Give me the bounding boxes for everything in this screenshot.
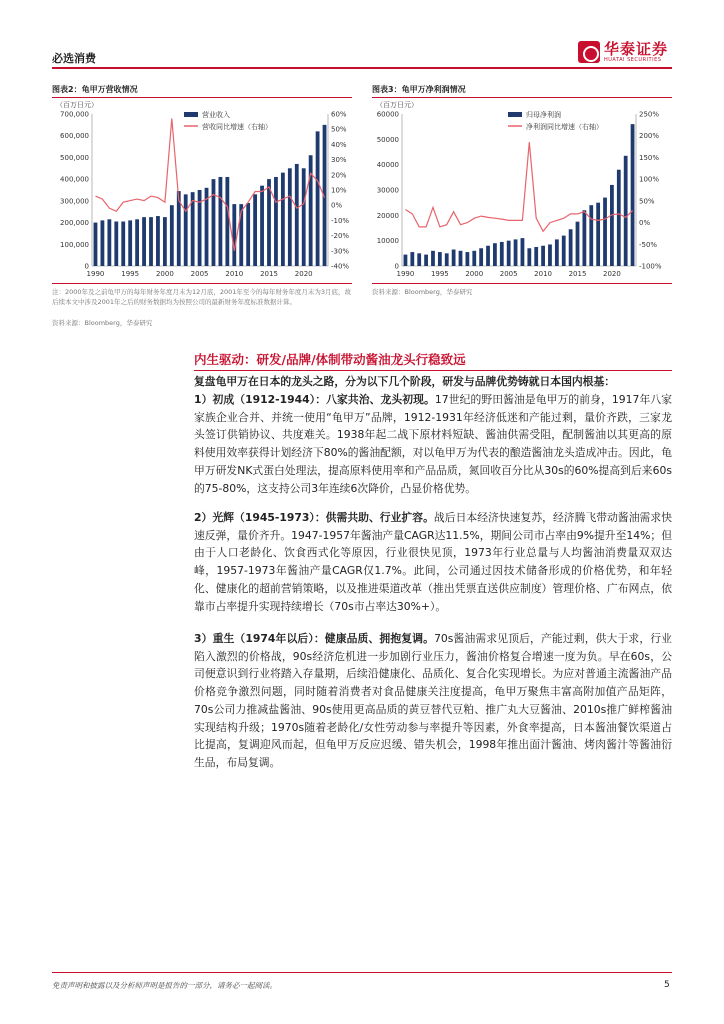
paragraph-stage-2 [194, 509, 672, 615]
revenue-legend-line-label: 营收同比增速（右轴） [202, 123, 272, 131]
profit-ytick: 10000 [376, 237, 399, 246]
paragraph-stage-1 [194, 391, 672, 497]
revenue-y2tick: -20% [331, 232, 350, 241]
revenue-y2tick: -40% [331, 262, 350, 271]
profit-bar [417, 253, 421, 266]
revenue-ytick: 300,000 [60, 197, 89, 206]
profit-xtick: 2020 [602, 270, 621, 278]
revenue-bar [302, 168, 306, 266]
revenue-xtick: 2015 [260, 270, 278, 278]
profit-y2tick: -50% [639, 240, 658, 249]
revenue-chart [52, 108, 362, 284]
stage-3-heading: 3）重生（1974年以后）：健康品质、拥抱复调。 [194, 632, 435, 645]
profit-y2tick: 0% [639, 219, 651, 228]
figure3-divider [372, 97, 672, 98]
revenue-bar [212, 179, 216, 266]
revenue-y2tick: 10% [331, 186, 347, 195]
profit-xtick: 1990 [396, 270, 415, 278]
profit-bar [424, 255, 428, 266]
revenue-xtick: 2020 [294, 270, 313, 278]
profit-bar [410, 252, 414, 266]
revenue-ytick: 500,000 [60, 153, 89, 162]
profit-bar [548, 244, 552, 266]
profit-bar [404, 255, 408, 266]
section-divider [194, 370, 672, 371]
figure2-note: 注：2000年及之前龟甲万的每年财务年度月末为12月底，2001年至今的每年财务年度月末为3月底，故后续本文中涉及2001年之后的财务数据均为按照公司的最新财务年度标准数据计算。 [52, 288, 351, 306]
section-title: 内生驱动：研发/品牌/体制带动酱油龙头行稳致远 [194, 352, 466, 367]
profit-bar [500, 242, 504, 266]
profit-y2tick: 50% [639, 197, 655, 206]
profit-bar [465, 252, 469, 266]
profit-bar [596, 203, 600, 266]
revenue-bar [316, 131, 320, 266]
profit-bar [624, 156, 628, 266]
revenue-bar [114, 221, 118, 266]
revenue-y2tick: 0% [331, 201, 343, 210]
figure3-bottom-divider [372, 283, 672, 284]
profit-bar [479, 248, 483, 266]
profit-ytick: 40000 [376, 161, 399, 170]
stage-1-body: 17世纪的野田酱油是龟甲万的前身，1917年八家家族企业合并、并统一使用“龟甲万”品牌，1912-1931年经济低迷和产能过剩，量价齐跌，三家龙头签订供销协议、共度难关。1938年起二战下原材料短缺、酱油供需受阻，配制酱油以其更高的原料使用效率获得计划经济下80%的酱油配额，对以龟甲万为代表的酿造酱油龙头造成冲击。因此，龟甲万研发NK式蛋白处理法，提高原料使用率和产品品质，氮回收百分比从30s的60%提高到后来60s的75-80%，这支持公司3年连续6次降价，凸显价格优势。 [194, 393, 672, 495]
revenue-ytick: 200,000 [60, 219, 89, 228]
revenue-xtick: 2010 [225, 270, 244, 278]
revenue-bar [274, 177, 278, 266]
profit-legend-bar-label: 归母净利润 [526, 111, 561, 119]
revenue-y2tick: -30% [331, 247, 350, 256]
revenue-bar [163, 217, 167, 266]
paragraph-stage-3 [194, 630, 672, 772]
figure2-divider [52, 97, 352, 98]
stage-2-body: 战后日本经济快速复苏，经济腾飞带动酱油需求快速反弹，量价齐升。1947-1957年酱油产量CAGR达11.5%，期间公司市占率由9%提升至14%；但由于人口老龄化、饮食西式化等原因，行业很快见顶，1973年行业总量与人均酱油消费量双双达峰，1957-1973年酱油产量CAGR仅1.7%。此间，公司通过因技术储备形成的价格优势，和年轻化、健康化的超前营销策略，以及推进渠道改革（推出凭票直送供应制度）管理价格、广布网点，依靠市占率提升实现持续增长（70s市占率达30%+）。 [194, 511, 672, 613]
revenue-y2tick: 20% [331, 171, 347, 180]
profit-ytick: 0 [394, 262, 399, 271]
revenue-bar [295, 164, 299, 266]
revenue-bar [219, 177, 223, 266]
stage-2-heading: 2）光辉（1945-1973）：供需共助、行业扩容。 [194, 511, 434, 524]
profit-bar [527, 248, 531, 266]
revenue-bar [149, 217, 153, 266]
huatai-logo-icon [578, 41, 600, 63]
revenue-bar [94, 223, 98, 266]
revenue-bar [225, 177, 229, 266]
profit-bar [514, 239, 518, 266]
revenue-bar [253, 194, 257, 266]
profit-bar [534, 247, 538, 266]
profit-xtick: 1995 [430, 270, 449, 278]
profit-xtick: 2010 [534, 270, 553, 278]
profit-bar [610, 185, 614, 266]
stage-1-heading: 1）初成（1912-1944）：八家共治、龙头初现。 [194, 393, 435, 406]
profit-ytick: 60000 [376, 110, 399, 119]
header-divider [52, 67, 672, 69]
profit-bar [445, 253, 449, 266]
profit-y2tick: 250% [639, 110, 660, 119]
profit-bar [459, 251, 463, 266]
revenue-xtick: 2000 [155, 270, 174, 278]
profit-bar [555, 239, 559, 266]
profit-bar [576, 222, 580, 266]
revenue-ytick: 100,000 [60, 240, 89, 249]
profit-bar [493, 243, 497, 266]
revenue-legend-bar-swatch [184, 112, 198, 117]
logo-name-cn: 华泰证券 [604, 39, 669, 58]
figure3-source: 资料来源：Bloomberg，华泰研究 [372, 288, 473, 296]
profit-legend-line-label: 净利润同比增速（右轴） [526, 123, 603, 131]
revenue-bar [232, 204, 236, 266]
footer-divider [52, 972, 672, 973]
profit-bar [562, 236, 566, 266]
profit-bar [541, 246, 545, 266]
profit-xtick: 2000 [465, 270, 484, 278]
figure3-unit: （百万日元） [376, 101, 418, 109]
profit-ytick: 20000 [376, 211, 399, 220]
revenue-bar [156, 216, 160, 266]
revenue-bar [288, 168, 292, 266]
intro-text: 复盘龟甲万在日本的龙头之路，分为以下几个阶段，研发与品牌优势铸就日本国内根基： [194, 375, 616, 388]
revenue-ytick: 600,000 [60, 132, 89, 141]
revenue-legend-bar-label: 营业收入 [202, 111, 230, 119]
revenue-y2tick: 50% [331, 125, 347, 134]
revenue-xtick: 2005 [190, 270, 209, 278]
footer-disclaimer: 免责声明和披露以及分析师声明是报告的一部分，请务必一起阅读。 [52, 981, 277, 990]
profit-y2tick: 150% [639, 153, 660, 162]
revenue-y2tick: -10% [331, 216, 350, 225]
figure2-title: 图表2：龟甲万营收情况 [52, 85, 138, 94]
profit-bar [507, 241, 511, 266]
figure2-source: 资料来源：Bloomberg，华泰研究 [52, 319, 153, 327]
profit-bar [589, 205, 593, 266]
profit-bar [472, 251, 476, 266]
profit-y2tick: 200% [639, 132, 660, 141]
logo-name-en: HUATAI SECURITIES [604, 56, 662, 63]
revenue-ytick: 0 [84, 262, 89, 271]
profit-xtick: 2015 [568, 270, 587, 278]
stage-3-body: 70s酱油需求见顶后，产能过剩，供大于求，行业陷入激烈的价格战，90s经济危机进一步加剧行业压力，酱油价格复合增速一度为负。早在60s，公司便意识到行业将踏入存量期，后续沿健康化、品质化、复合化实现增长。为应对普通主流酱油产品价格竞争激烈问题，同时随着消费者对食品健康关注度提高，龟甲万聚焦丰富高附加值产品矩阵，70s公司力推减盐酱油、90s使用更高品质的黄豆替代豆粕、推广丸大豆酱油、2010s推广鲜榨酱油实现结构升级；1970s随着老龄化/女性劳动参与率提升等因素，外食率提高，日本酱油餐饮渠道占比提高，复调迎风而起，但龟甲万反应迟缓、错失机会，1998年推出面汁酱油、烤肉酱汁等酱油衍生品，布局复调。 [194, 632, 672, 769]
profit-bar [569, 229, 573, 266]
profit-bar [438, 252, 442, 266]
revenue-bar [309, 155, 313, 266]
revenue-bar [246, 203, 250, 266]
revenue-ytick: 400,000 [60, 175, 89, 184]
profit-legend-bar-swatch [508, 112, 522, 117]
report-category: 必选消费 [52, 52, 96, 65]
profit-bar [617, 170, 621, 266]
figure2-bottom-divider [52, 283, 352, 284]
revenue-bar [135, 219, 139, 266]
revenue-bar [101, 220, 105, 266]
page-number: 5 [664, 980, 670, 990]
profit-ytick: 30000 [376, 186, 399, 195]
net-profit-chart [368, 108, 672, 284]
profit-bar [452, 250, 456, 266]
brand-logo [578, 40, 668, 64]
revenue-bar [267, 179, 271, 266]
revenue-y2tick: 40% [331, 140, 347, 149]
revenue-bar [128, 220, 132, 266]
profit-bar [631, 124, 635, 266]
section-intro [194, 373, 672, 391]
profit-y2tick: 100% [639, 175, 660, 184]
revenue-y2tick: 30% [331, 156, 347, 165]
revenue-xtick: 1995 [121, 270, 140, 278]
revenue-bar [281, 173, 285, 266]
profit-bar [486, 246, 490, 266]
revenue-bar [121, 221, 125, 266]
profit-bar [431, 251, 435, 266]
profit-y2tick: -100% [639, 262, 662, 271]
revenue-xtick: 1990 [86, 270, 105, 278]
figure3-title: 图表3：龟甲万净利润情况 [372, 85, 466, 94]
revenue-ytick: 700,000 [60, 110, 89, 119]
revenue-y2tick: 60% [331, 110, 347, 119]
profit-xtick: 2005 [499, 270, 518, 278]
revenue-bar [260, 186, 264, 266]
profit-bar [521, 238, 525, 266]
revenue-bar [107, 219, 111, 266]
profit-bar [582, 210, 586, 266]
revenue-bar [170, 205, 174, 266]
profit-ytick: 50000 [376, 135, 399, 144]
revenue-bar [184, 194, 188, 266]
revenue-bar [142, 217, 146, 266]
figure2-unit: （百万日元） [56, 101, 98, 109]
profit-bar [603, 198, 607, 266]
